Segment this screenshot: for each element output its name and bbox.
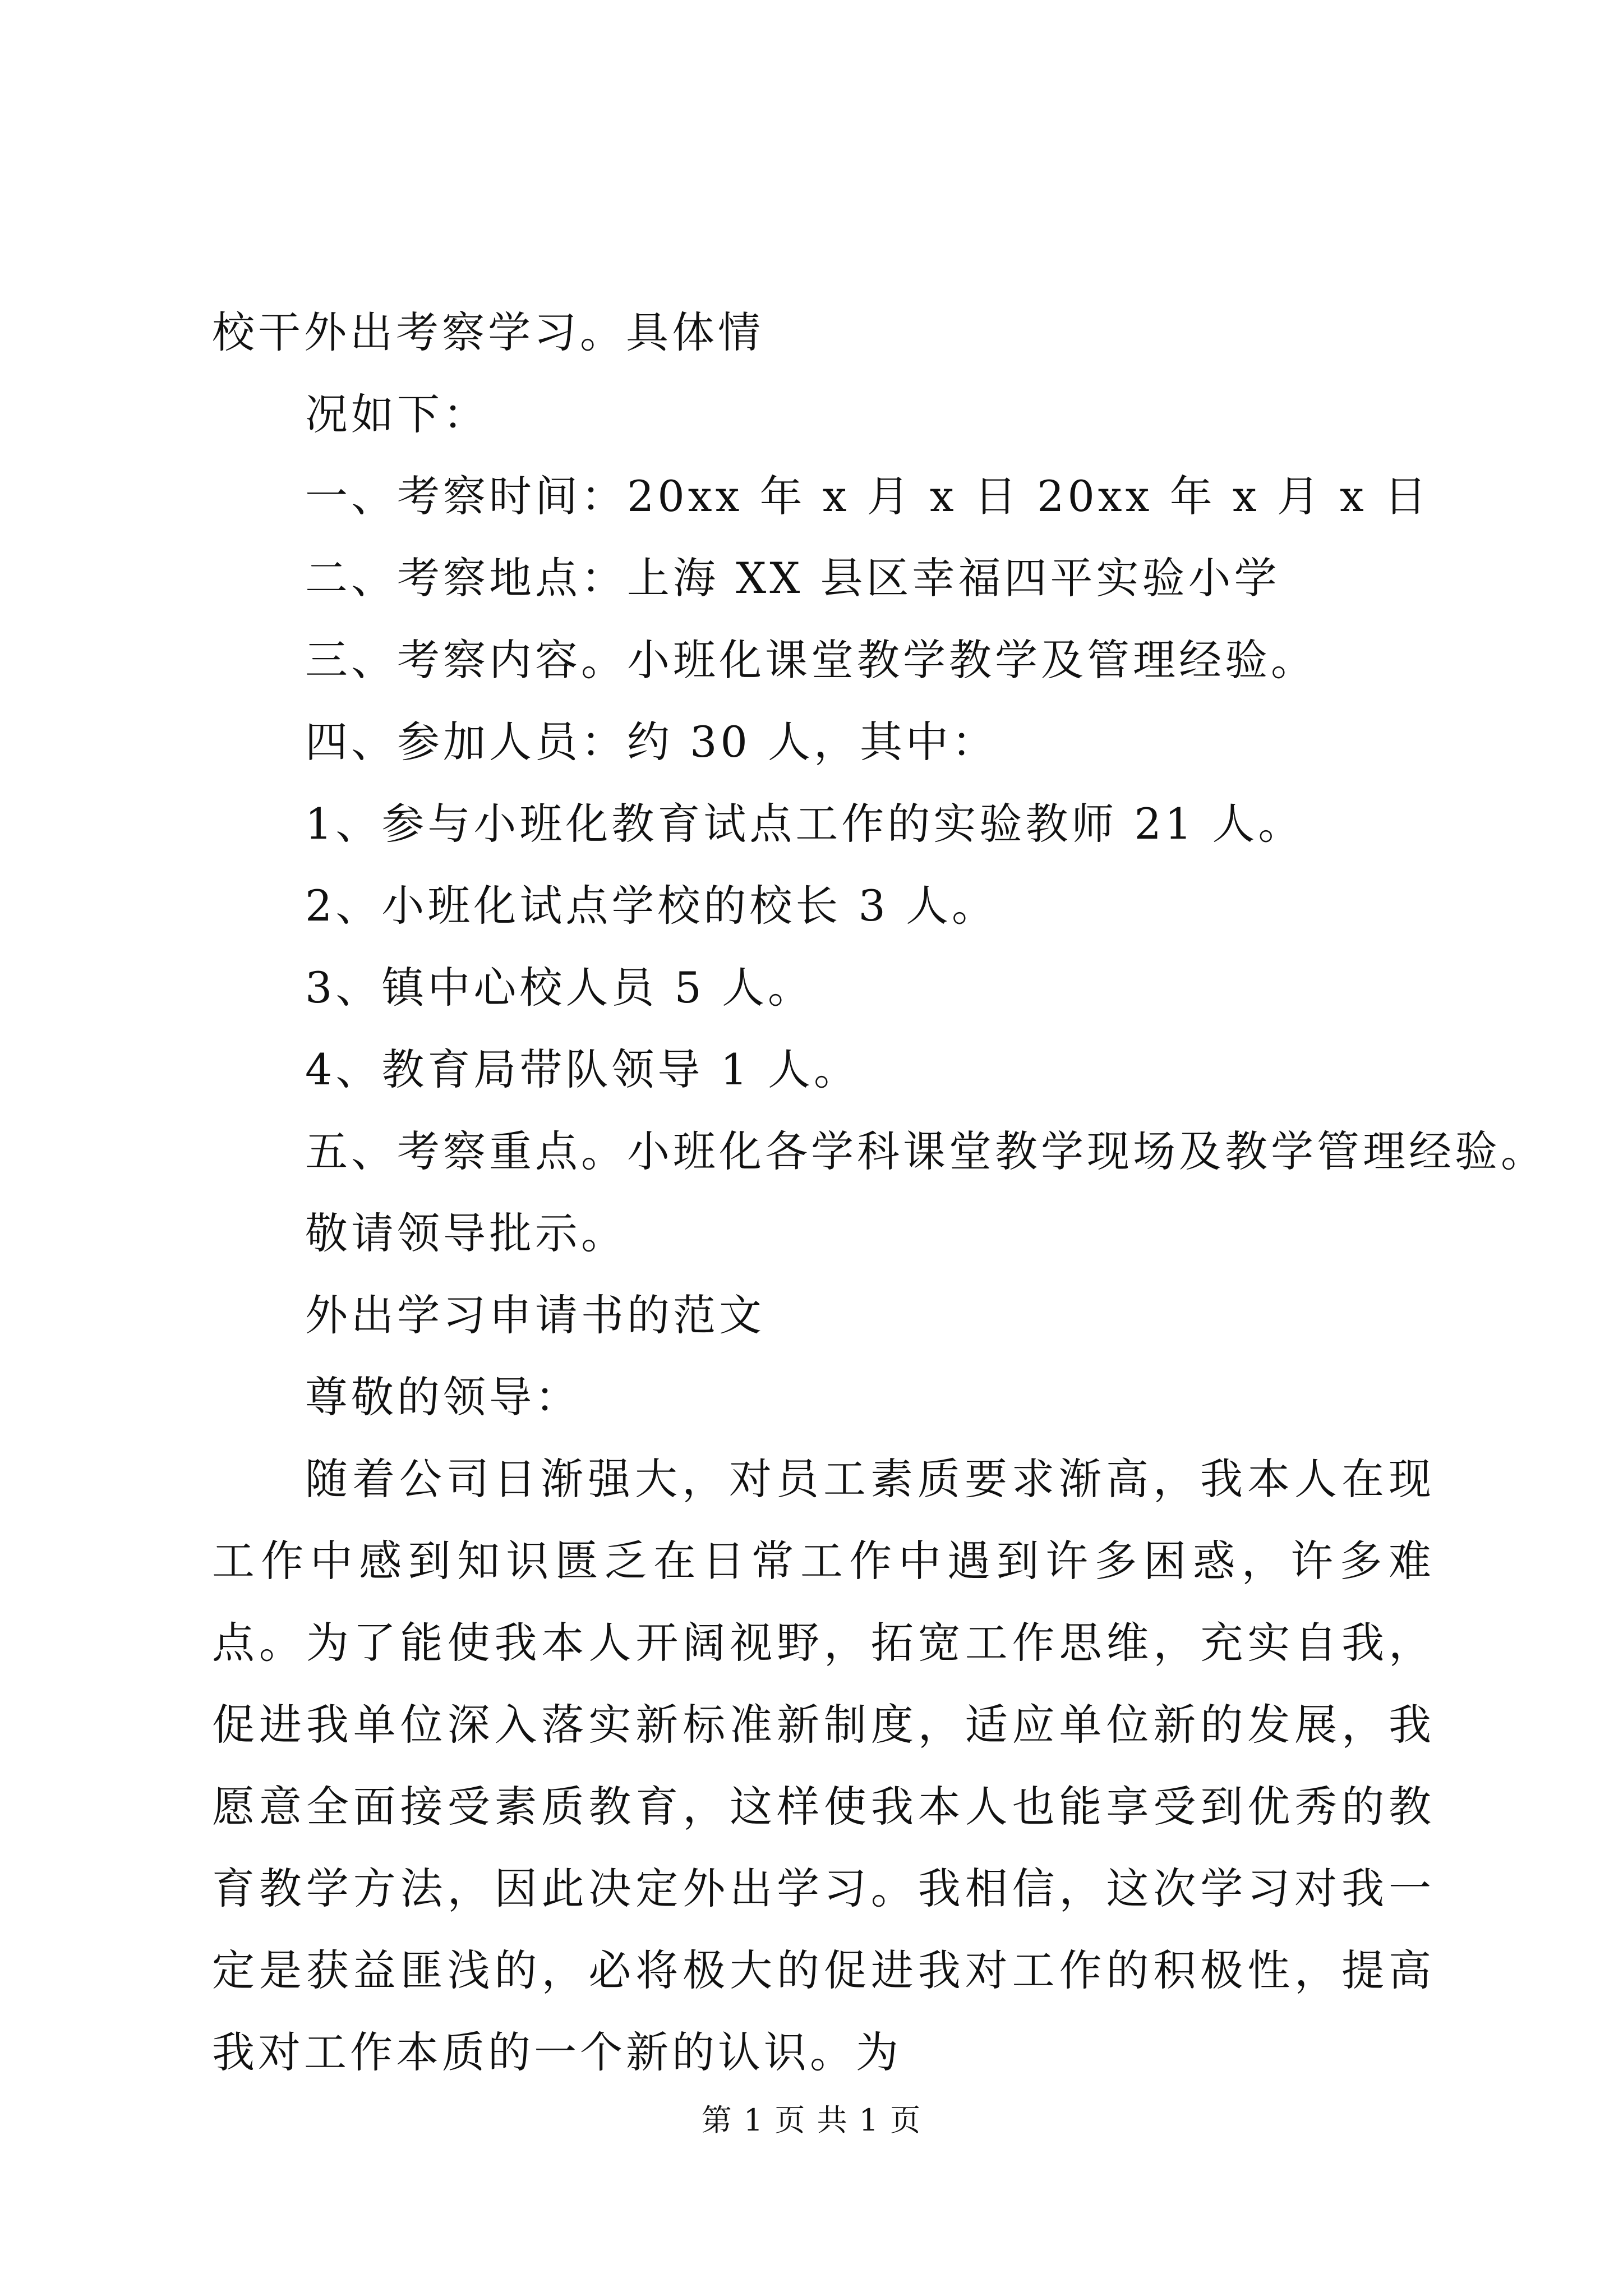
- text-line-4: 二、考察地点：上海 XX 县区幸福四平实验小学: [305, 553, 1280, 603]
- text-line-12: 敬请领导批示。: [305, 1208, 627, 1258]
- text-line-13: 外出学习申请书的范文: [305, 1290, 765, 1340]
- text-line-9: 3、镇中心校人员 5 人。: [305, 963, 814, 1013]
- text-line-10: 4、教育局带队领导 1 人。: [305, 1045, 860, 1094]
- text-line-11: 五、考察重点。小班化各学科课堂教学现场及教学管理经验。: [305, 1126, 1547, 1176]
- document-body: [212, 292, 1547, 2093]
- page-number-footer: 第 1 页 共 1 页: [701, 2102, 922, 2138]
- body-paragraph: 随着公司日渐强大，对员工素质要求渐高，我本人在现工作中感到知识匮乏在日常工作中遇到许多困惑，许多难点。为了能使我本人开阔视野，拓宽工作思维，充实自我，促进我单位深入落实新标准新制度，适应单位新的发展，我愿意全面接受素质教育，这样使我本人也能享受到优秀的教育教学方法，因此决定外出学习。我相信，这次学习对我一定是获益匪浅的，必将极大的促进我对工作的积极性，提高我对工作本质的一个新的认识。为: [212, 1454, 1435, 2077]
- text-line-2: 况如下：: [305, 389, 489, 439]
- text-line-5: 三、考察内容。小班化课堂教学教学及管理经验。: [305, 635, 1317, 685]
- text-line-1: 校干外出考察学习。具体情: [212, 307, 764, 357]
- text-line-7: 1、参与小班化教育试点工作的实验教师 21 人。: [305, 799, 1304, 849]
- text-line-6: 四、参加人员：约 30 人，其中：: [305, 717, 998, 767]
- text-line-8: 2、小班化试点学校的校长 3 人。: [305, 881, 998, 931]
- text-line-14: 尊敬的领导：: [305, 1372, 581, 1422]
- text-line-3: 一、考察时间：20xx 年 x 月 x 日 20xx 年 x 月 x 日: [305, 471, 1431, 521]
